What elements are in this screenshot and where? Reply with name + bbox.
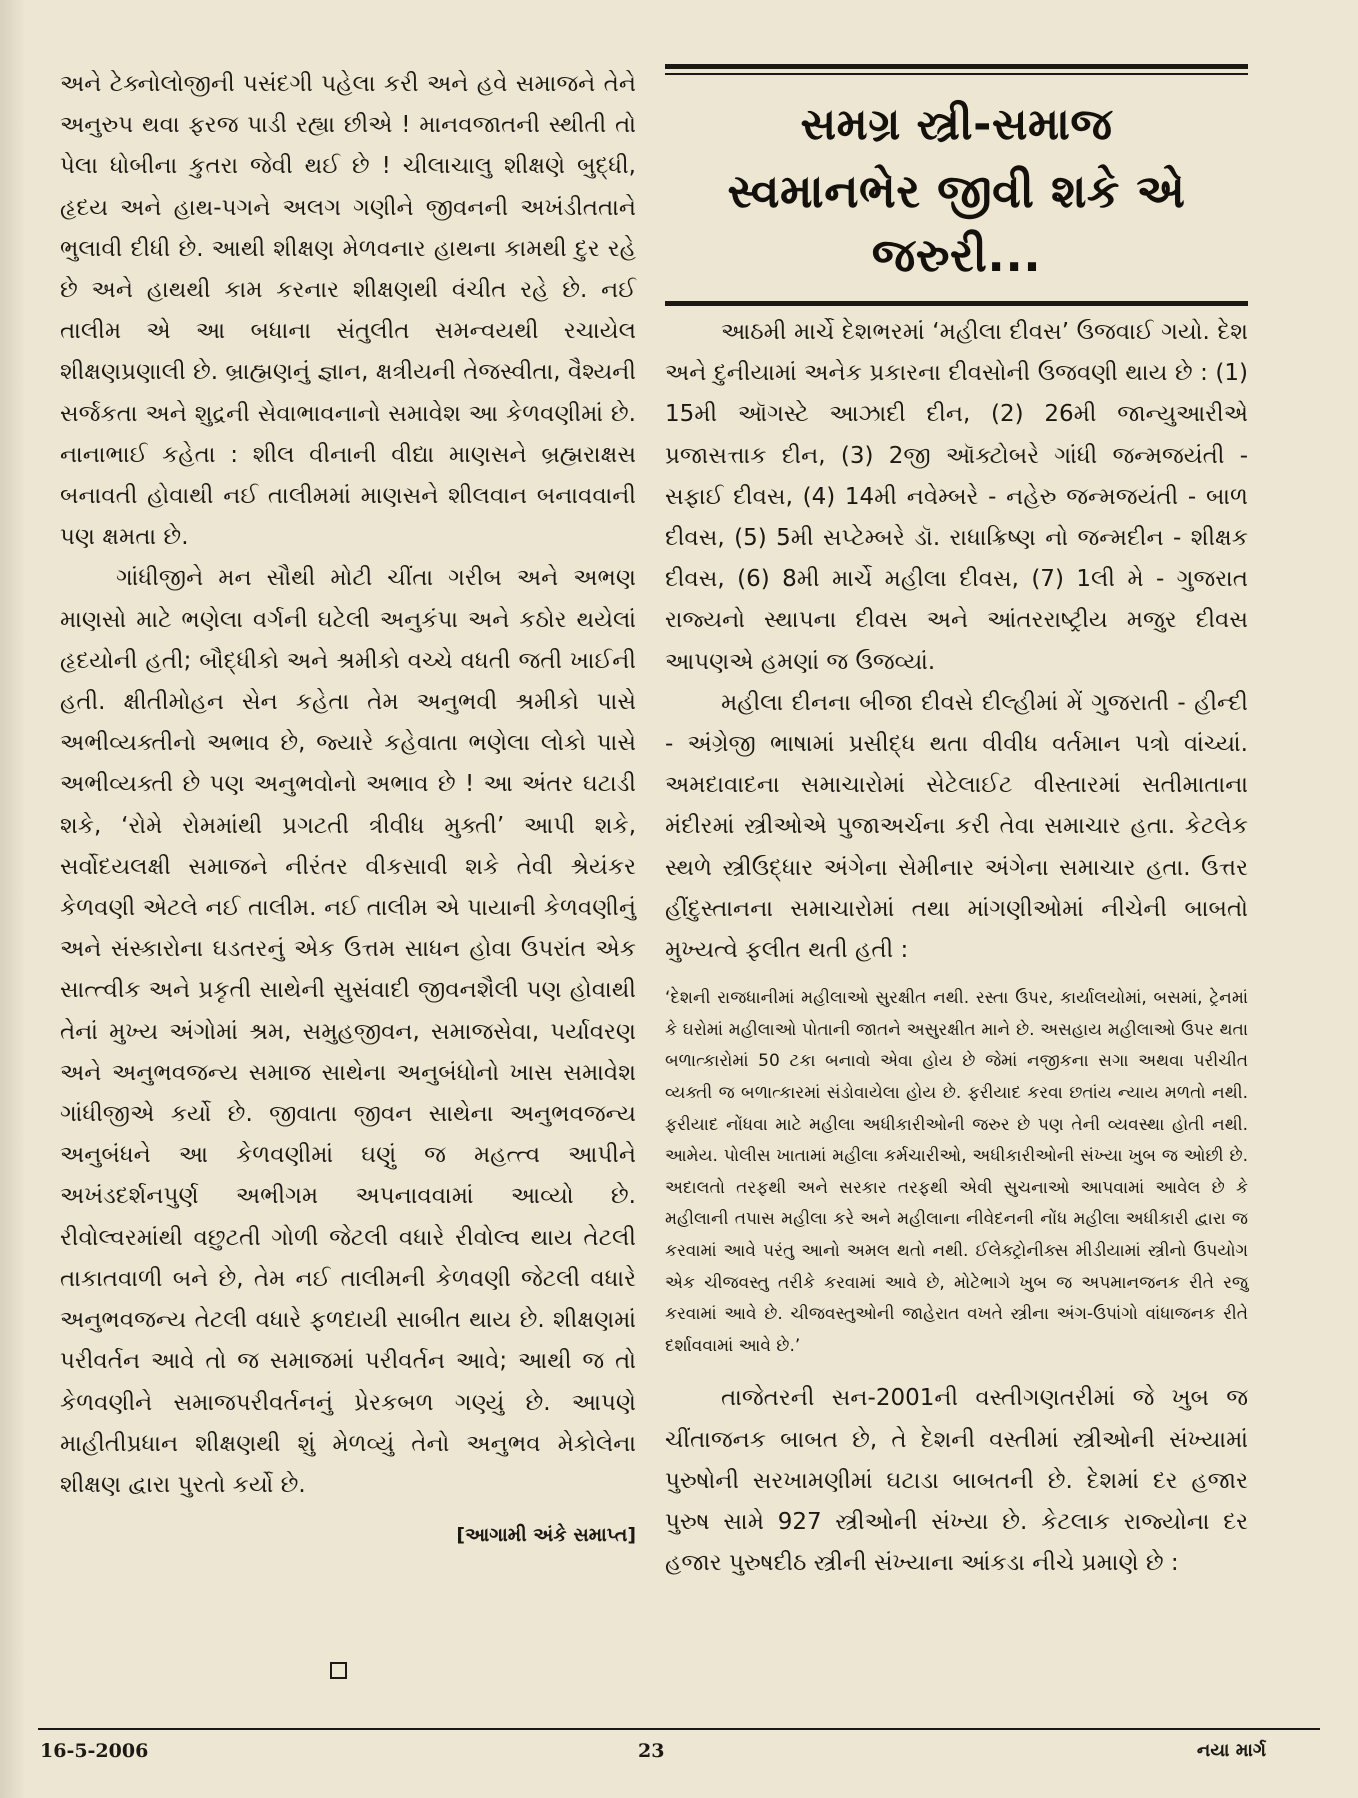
right-column xyxy=(665,64,1248,1584)
continued-note: [આગામી અંકે સમાપ્ત] xyxy=(456,1524,636,1547)
footer-rule xyxy=(38,1728,1320,1730)
footer-magazine-name: નયા માર્ગ xyxy=(1196,1740,1266,1761)
title-top-rule xyxy=(665,64,1248,69)
quoted-block: ‘દેશની રાજધાનીમાં મહીલાઓ સુરક્ષીત નથી. રસ્તા ઉપર, કાર્યાલયોમાં, બસમાં, ટ્રેનમાં કે ઘરોમાં મહીલાઓ પોતાની જાતને અસુરક્ષીત માને છે. અસહાય મહીલાઓ ઉપર થતા બળાત્કારોમાં 50 ટકા બનાવો એવા હોય છે જેમાં નજીકના સગા અથવા પરીચીત વ્યક્તી જ બળાત્કારમાં સંડોવાયેલા હોય છે. ફરીયાદ કરવા છતાંય ન્યાય મળતો નથી. ફરીયાદ નોંધવા માટે મહીલા અધીકારીઓની જરુર છે પણ તેની વ્યવસ્થા હોતી નથી. આમેય. પોલીસ ખાતામાં મહીલા કર્મચારીઓ, અધીકારીઓની સંખ્યા ખુબ જ ઓછી છે. અદાલતો તરફથી અને સરકાર તરફથી એવી સુચનાઓ આપવામાં આવેલ છે કે મહીલાની તપાસ મહીલા કરે અને મહીલાના નીવેદનની નોંધ મહીલા અધીકારી દ્વારા જ કરવામાં આવે પરંતુ આનો અમલ થતો નથી. ઈલેક્ટ્રોનીક્સ મીડીયામાં સ્ત્રીનો ઉપયોગ એક ચીજવસ્તુ તરીકે કરવામાં આવે છે, મોટેભાગે ખુબ જ અપમાનજનક રીતે રજુ કરવામાં આવે છે. ચીજવસ્તુઓની જાહેરાત વખતે સ્ત્રીના અંગ-ઉપાંગો વાંધાજનક રીતે દર્શાવવામાં આવે છે.’ xyxy=(665,988,1248,1356)
left-column xyxy=(60,64,636,1550)
right-paragraph-2: મહીલા દીનના બીજા દીવસે દીલ્હીમાં મેં ગુજરાતી - હીન્દી - અંગ્રેજી ભાષામાં પ્રસીદ્ધ થતા વીવીધ વર્તમાન પત્રો વાંચ્યાં. અમદાવાદના સમાચારોમાં સેટેલાઈટ વીસ્તારમાં સતીમાતાના મંદીરમાં સ્ત્રીઓએ પુજાઅર્ચના કરી તેવા સમાચાર હતા. કેટલેક સ્થળે સ્ત્રીઉદ્ધાર અંગેના સેમીનાર અંગેના સમાચાર હતા. ઉત્તર હીંદુસ્તાનના સમાચારોમાં તથા માંગણીઓમાં નીચેની બાબતો મુખ્યત્વે ફલીત થતી હતી : xyxy=(665,689,1248,964)
right-paragraph-3: તાજેતરની સન-2001ની વસ્તીગણતરીમાં જે ખુબ જ ચીંતાજનક બાબત છે, તે દેશની વસ્તીમાં સ્ત્રીઓની સંખ્યામાં પુરુષોની સરખામણીમાં ઘટાડા બાબતની છે. દેશમાં દર હજાર પુરુષ સામે 927 સ્ત્રીઓની સંખ્યા છે. કેટલાક રાજ્યોના દર હજાર પુરુષદીઠ સ્ત્રીની સંખ્યાના આંકડા નીચે પ્રમાણે છે : xyxy=(665,1385,1248,1577)
article-title-line-2: સ્વમાનભેર જીવી શકે એ જરુરી... xyxy=(727,164,1186,282)
left-paragraph-1: અને ટેક્નોલોજીની પસંદગી પહેલા કરી અને હવે સમાજને તેને અનુરુપ થવા ફરજ પાડી રહ્યા છીએ ! માનવજાતની સ્થીતી તો પેલા ધોબીના કુતરા જેવી થઈ છે ! ચીલાચાલુ શીક્ષણે બુદ્ધી, હૃદય અને હાથ-પગને અલગ ગણીને જીવનની અખંડીતતાને ભુલાવી દીધી છે. આથી શીક્ષણ મેળવનાર હાથના કામથી દુર રહે છે અને હાથથી કામ કરનાર શીક્ષણથી વંચીત રહે છે. નઈ તાલીમ એ આ બધાના સંતુલીત સમન્વયથી રચાયેલ શીક્ષણપ્રણાલી છે. બ્રાહ્મણનું જ્ઞાન, ક્ષત્રીયની તેજસ્વીતા, વૈશ્યની સર્જકતા અને શુદ્રની સેવાભાવનાનો સમાવેશ આ કેળવણીમાં છે. નાનાભાઈ કહેતા : શીલ વીનાની વીદ્યા માણસને બ્રહ્મરાક્ષસ બનાવતી હોવાથી નઈ તાલીમમાં માણસને શીલવાન બનાવવાની પણ ક્ષમતા છે. xyxy=(60,71,636,551)
page-edge-shadow xyxy=(0,0,26,1798)
title-bottom-rule xyxy=(665,301,1248,306)
left-paragraph-2: ગાંધીજીને મન સૌથી મોટી ચીંતા ગરીબ અને અભણ માણસો માટે ભણેલા વર્ગની ઘટેલી અનુકંપા અને કઠોર થયેલાં હૃદયોની હતી; બૌદ્ધીકો અને શ્રમીકો વચ્ચે વધતી જતી ખાઈની હતી. ક્ષીતીમોહન સેન કહેતા તેમ અનુભવી શ્રમીકો પાસે અભીવ્યક્તીનો અભાવ છે, જ્યારે કહેવાતા ભણેલા લોકો પાસે અભીવ્યક્તી છે પણ અનુભવોનો અભાવ છે ! આ અંતર ઘટાડી શકે, ‘રોમે રોમમાંથી પ્રગટતી ત્રીવીધ મુક્તી’ આપી શકે, સર્વોદયલક્ષી સમાજને નીરંતર વીકસાવી શકે તેવી શ્રેયંકર કેળવણી એટલે નઈ તાલીમ. નઈ તાલીમ એ પાયાની કેળવણીનું અને સંસ્કારોના ઘડતરનું એક ઉત્તમ સાધન હોવા ઉપરાંત એક સાત્ત્વીક અને પ્રકૃતી સાથેની સુસંવાદી જીવનશૈલી પણ હોવાથી તેનાં મુખ્ય અંગોમાં શ્રમ, સમુહજીવન, સમાજસેવા, પર્યાવરણ અને અનુભવજન્ય સમાજ સાથેના અનુબંધોનો ખાસ સમાવેશ ગાંધીજીએ કર્યો છે. જીવાતા જીવન સાથેના અનુભવજન્ય અનુબંધને આ કેળવણીમાં ઘણું જ મહત્ત્વ આપીને અખંડદર્શનપુર્ણ અભીગમ અપનાવવામાં આવ્યો છે. રીવોલ્વરમાંથી વછુટતી ગોળી જેટલી વધારે રીવોલ્વ થાય તેટલી તાકાતવાળી બને છે, તેમ નઈ તાલીમની કેળવણી જેટલી વધારે અનુભવજન્ય તેટલી વધારે ફળદાયી સાબીત થાય છે. શીક્ષણમાં પરીવર્તન આવે તો જ સમાજમાં પરીવર્તન આવે; આથી જ તો કેળવણીને સમાજપરીવર્તનનું પ્રેરકબળ ગણ્યું છે. આપણે માહીતીપ્રધાન શીક્ષણથી શું મેળવ્યું તેનો અનુભવ મેકોલેના શીક્ષણ દ્વારા પુરતો કર્યો છે. xyxy=(60,565,636,1498)
end-of-article-box-icon xyxy=(330,1662,347,1679)
title-top-thin-rule xyxy=(665,73,1248,75)
footer-date: 16-5-2006 xyxy=(40,1740,149,1762)
article-title-line-1: સમગ્ર સ્ત્રી-સમાજ xyxy=(800,99,1113,150)
right-paragraph-1: આઠમી માર્ચે દેશભરમાં ‘મહીલા દીવસ’ ઉજવાઈ ગયો. દેશ અને દુનીયામાં અનેક પ્રકારના દીવસોની ઉજવણી થાય છે : (1) 15મી ઑગસ્ટે આઝાદી દીન, (2) 26મી જાન્યુઆરીએ પ્રજાસત્તાક દીન, (3) 2જી ઑક્ટોબરે ગાંધી જન્મજયંતી - સફાઈ દીવસ, (4) 14મી નવેમ્બરે - નહેરુ જન્મજયંતી - બાળ દીવસ, (5) 5મી સપ્ટેમ્બરે ડૉ. રાધાક્રિષ્ણ નો જન્મદીન - શીક્ષક દીવસ, (6) 8મી માર્ચે મહીલા દીવસ, (7) 1લી મે - ગુજરાત રાજ્યનો સ્થાપના દીવસ અને આંતરરાષ્ટ્રીય મજુર દીવસ આપણએ હમણાં જ ઉજવ્યાં. xyxy=(665,319,1248,675)
article-body xyxy=(665,312,1248,1584)
footer-page-number: 23 xyxy=(638,1740,665,1762)
